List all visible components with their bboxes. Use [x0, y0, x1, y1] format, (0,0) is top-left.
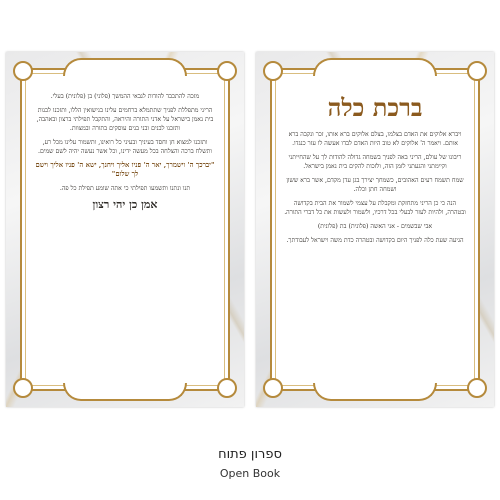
- signature-line: אבי שבשמים - אני האשה (פלונית) בת (פלונית): [317, 223, 433, 230]
- open-book: [0, 52, 500, 407]
- blessing-quote: "יברכך ה' וישמרך, יאר ה' פניו אליך ויחנך, ישא ה' פניו אליך וישם לך שלום": [35, 161, 215, 178]
- caption-english: Open Book: [219, 467, 281, 480]
- right-frame-bottom-arch: [313, 383, 437, 401]
- left-frame-top-arch: [63, 58, 187, 76]
- left-intro: מזכה להתכבד להודות לגבאי ההמשך (פלוני) בן (פלונית) בעלי.: [50, 93, 200, 100]
- left-page-text: [34, 92, 216, 371]
- right-page-frame: [270, 68, 480, 391]
- left-paragraph-2: ותזכנו למצוא חן וחסד בעיניך ובעיני כל רואינו, ותשמור עלינו מכל רע, ותשלח ברכה והצלחה בכל מעשה ידינו, וכל אשר נעשה יהיה לשם שמים.: [38, 139, 212, 155]
- right-paragraph-4: הנה כי כן הריני מתחזקת ומקבלת על עצמי לשמור את הבית בקדושה ובטהרה, ולהיות לעזר לבעלי בכל דרכיו, ולשמור ולעשות את כל דברי התורה.: [284, 200, 466, 216]
- right-frame-corner: [263, 61, 283, 81]
- page-title: ברכת כלה: [327, 93, 423, 122]
- right-page-text: [284, 88, 466, 371]
- right-paragraph-3: שמח תשמח רעים האהובים, כשמחך יצירך בגן עדן מקדם, אשר ברא ששון ושמחה חתן וכלה.: [286, 177, 464, 193]
- right-frame-corner: [263, 378, 283, 398]
- left-paragraph-1: הריני מתפללת לפניך שתתמלא ברחמים עלינו בנישואין הללו, ותזכנו לבנות בית נאמן בישראל על אדני התורה והיראה, והתקבל תפילתי ברצון ובאהבה, ותזכנו לבנים ובני בנים עוסקים בתורה ובמצוות.: [36, 107, 214, 132]
- right-closing: הגיעה שעת כלה לפניך היום בקדושה ובטהרה כדת משה וישראל לעבודתך.: [286, 237, 464, 244]
- left-frame-corner: [13, 378, 33, 398]
- right-frame-top-arch: [313, 58, 437, 76]
- left-frame-bottom-arch: [63, 383, 187, 401]
- left-page-frame: [20, 68, 230, 391]
- right-paragraph-2: ריבונו של עולם, הריני באה לפניך בשמחה גדולה להודות לך על שהחייתני וקיימתני והגעתני לזמן הזה, ולזכות להקים בית נאמן בישראל.: [288, 154, 462, 170]
- left-closing: אמן כן יהי רצון: [92, 198, 158, 211]
- right-frame-corner: [467, 61, 487, 81]
- caption-hebrew: ספרון פתוח: [218, 447, 282, 462]
- left-frame-corner: [13, 61, 33, 81]
- left-page: [6, 52, 244, 407]
- right-paragraph-1: ויברא אלוקים את האדם בצלמו, בצלם אלוקים ברא אותו, זכר ונקבה ברא אותם. ויאמר ה' אלוקים לא טוב היות האדם לבדו אעשה לו עזר כנגדו.: [288, 131, 462, 147]
- left-frame-corner: [217, 61, 237, 81]
- right-frame-corner: [467, 378, 487, 398]
- left-small-note: תנו ונתנו ותשמעו תפילתי כי אתה שומע תפילת כל פה.: [59, 185, 191, 192]
- left-frame-corner: [217, 378, 237, 398]
- right-page: [256, 52, 494, 407]
